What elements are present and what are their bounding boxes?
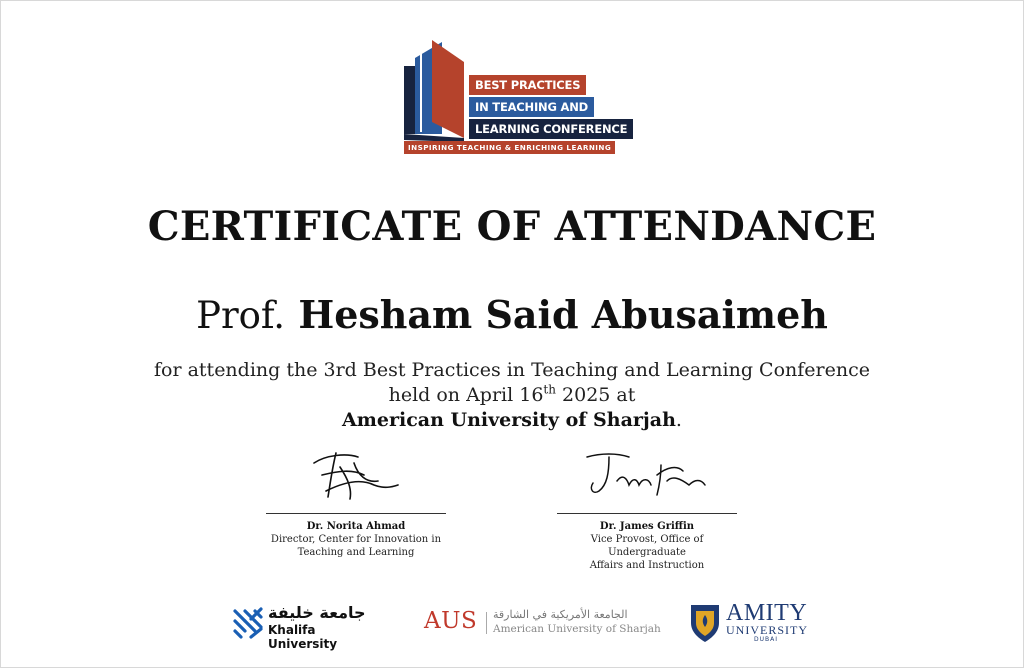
recipient-prefix: Prof.	[196, 294, 286, 337]
aus-english: American University of Sharjah	[493, 623, 661, 635]
signatory-role: Vice Provost, Office of Undergraduate	[590, 534, 704, 558]
signatory-role: Affairs and Instruction	[589, 560, 705, 571]
date-year: 2025 at	[555, 384, 636, 406]
aus-divider	[486, 612, 487, 634]
aus-logo	[424, 604, 661, 640]
logo-line-1: BEST PRACTICES	[469, 75, 586, 95]
khalifa-english: Khalifa University	[268, 623, 338, 651]
recipient-name: Hesham Said Abusaimeh	[298, 292, 828, 337]
signature-block-right	[557, 445, 737, 572]
signature-block-left	[266, 445, 446, 559]
date-text: held on April 16	[388, 384, 544, 406]
certificate-title: CERTIFICATE OF ATTENDANCE	[147, 203, 877, 250]
signature-norita	[266, 445, 446, 505]
khalifa-emblem-icon	[231, 605, 265, 639]
venue-punct: .	[675, 409, 682, 431]
signatory-name: Dr. Norita Ahmad	[306, 521, 406, 532]
description-line-3	[0, 408, 1024, 433]
signature-griffin	[557, 445, 737, 505]
amity-university-logo	[688, 600, 812, 644]
description	[0, 358, 1024, 433]
logo-line-2: IN TEACHING AND	[469, 97, 594, 117]
signatory-role: Director, Center for Innovation in	[270, 534, 442, 545]
amity-subtitle: UNIVERSITY	[726, 623, 808, 637]
aus-mark: AUS	[424, 608, 478, 634]
khalifa-university-logo	[231, 603, 381, 651]
amity-city: DUBAI	[754, 636, 779, 643]
description-line-2	[0, 383, 1024, 408]
signatory-role: Teaching and Learning	[297, 547, 415, 558]
signatory-name: Dr. James Griffin	[599, 521, 695, 532]
logo-line-3: LEARNING CONFERENCE	[469, 119, 633, 139]
conference-logo	[402, 38, 628, 156]
description-line-1: for attending the 3rd Best Practices in Teaching and Learning Conference	[154, 359, 870, 381]
venue: American University of Sharjah	[342, 409, 676, 431]
date-suffix: th	[543, 382, 556, 397]
signature-line	[557, 513, 737, 514]
signature-line	[266, 513, 446, 514]
amity-name: AMITY	[726, 600, 808, 626]
amity-crest-icon	[688, 601, 722, 643]
aus-arabic: الجامعة الأمريكية في الشارقة	[493, 608, 628, 621]
logo-tagline: INSPIRING TEACHING & ENRICHING LEARNING	[404, 141, 615, 154]
recipient	[0, 292, 1024, 337]
khalifa-arabic: جامعة خليفة	[268, 603, 366, 622]
